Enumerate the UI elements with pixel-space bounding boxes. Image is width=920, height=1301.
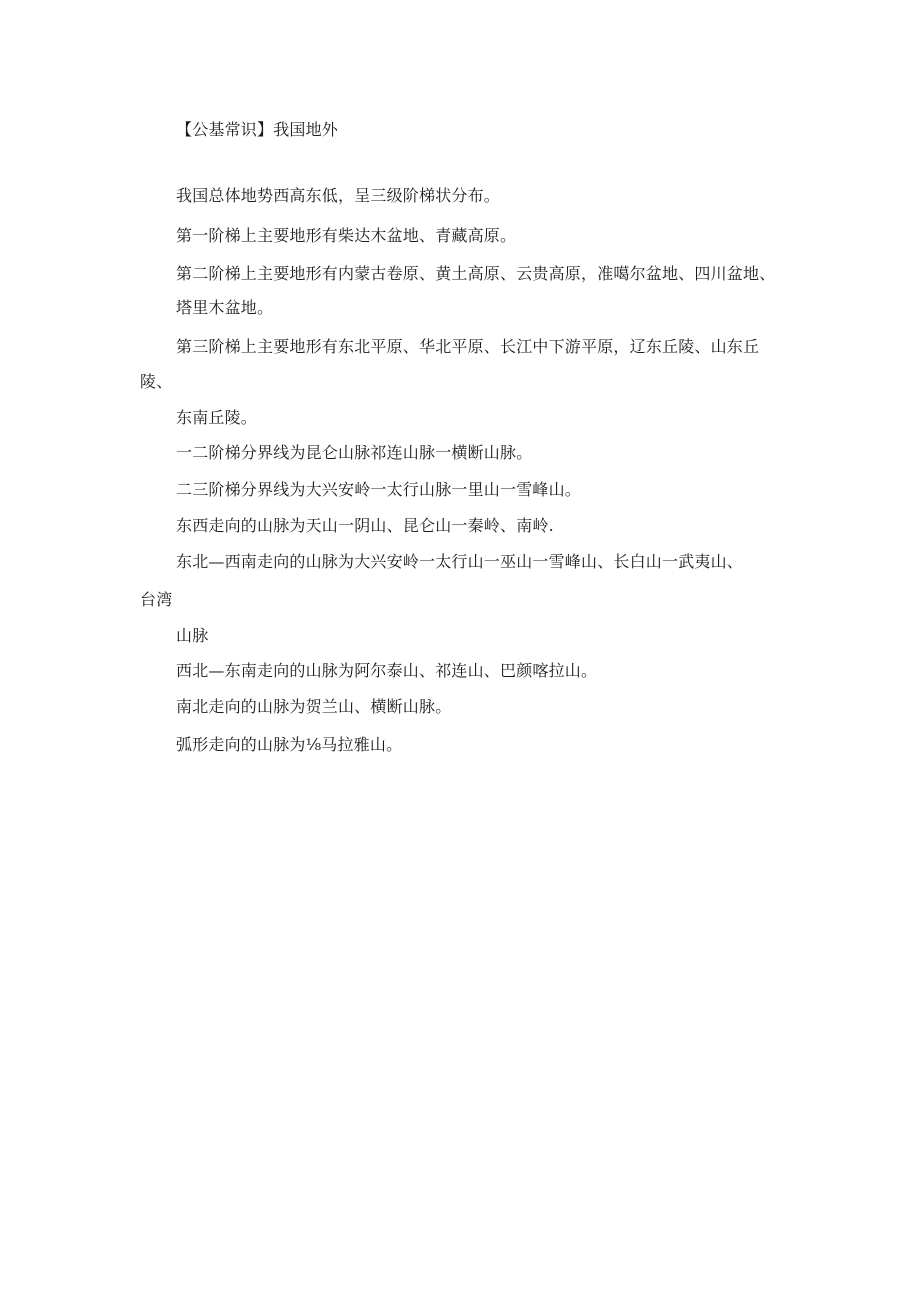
paragraph-line: 第三阶梯上主要地形有东北平原、华北平原、长江中下游平原，辽东丘陵、山东丘: [176, 337, 760, 356]
paragraph-line: 弧形走向的山脉为⅛马拉雅山。: [176, 735, 403, 754]
paragraph-line: 第二阶梯上主要地形有内蒙古卷原、黄土高原、云贵高原，准噶尔盆地、四川盆地、: [176, 264, 776, 283]
paragraph-line: 第一阶梯上主要地形有柴达木盆地、青藏高原。: [176, 226, 517, 245]
paragraph-line: 东南丘陵。: [176, 408, 258, 427]
paragraph-line: 一二阶梯分界线为昆仑山脉祁连山脉一横断山脉。: [176, 443, 533, 462]
paragraph-line: 南北走向的山脉为贺兰山、横断山脉。: [176, 697, 452, 716]
paragraph-line: 台湾: [140, 590, 173, 609]
paragraph-line: 塔里木盆地。: [176, 298, 274, 317]
document-title: 【公基常识】我国地外: [176, 120, 339, 139]
paragraph-line: 山脉: [176, 626, 209, 645]
paragraph-line: 我国总体地势西高东低，呈三级阶梯状分布。: [176, 186, 501, 205]
paragraph-line: 东西走向的山脉为天山一阴山、昆仑山一秦岭、南岭.: [176, 516, 554, 535]
paragraph-line: 二三阶梯分界线为大兴安岭一太行山脉一里山一雪峰山。: [176, 480, 582, 499]
paragraph-line: 东北—西南走向的山脉为大兴安岭一太行山一巫山一雪峰山、长白山一武夷山、: [176, 552, 744, 571]
paragraph-line: 西北—东南走向的山脉为阿尔泰山、祁连山、巴颜喀拉山。: [176, 661, 598, 680]
paragraph-line: 陵、: [140, 372, 173, 391]
